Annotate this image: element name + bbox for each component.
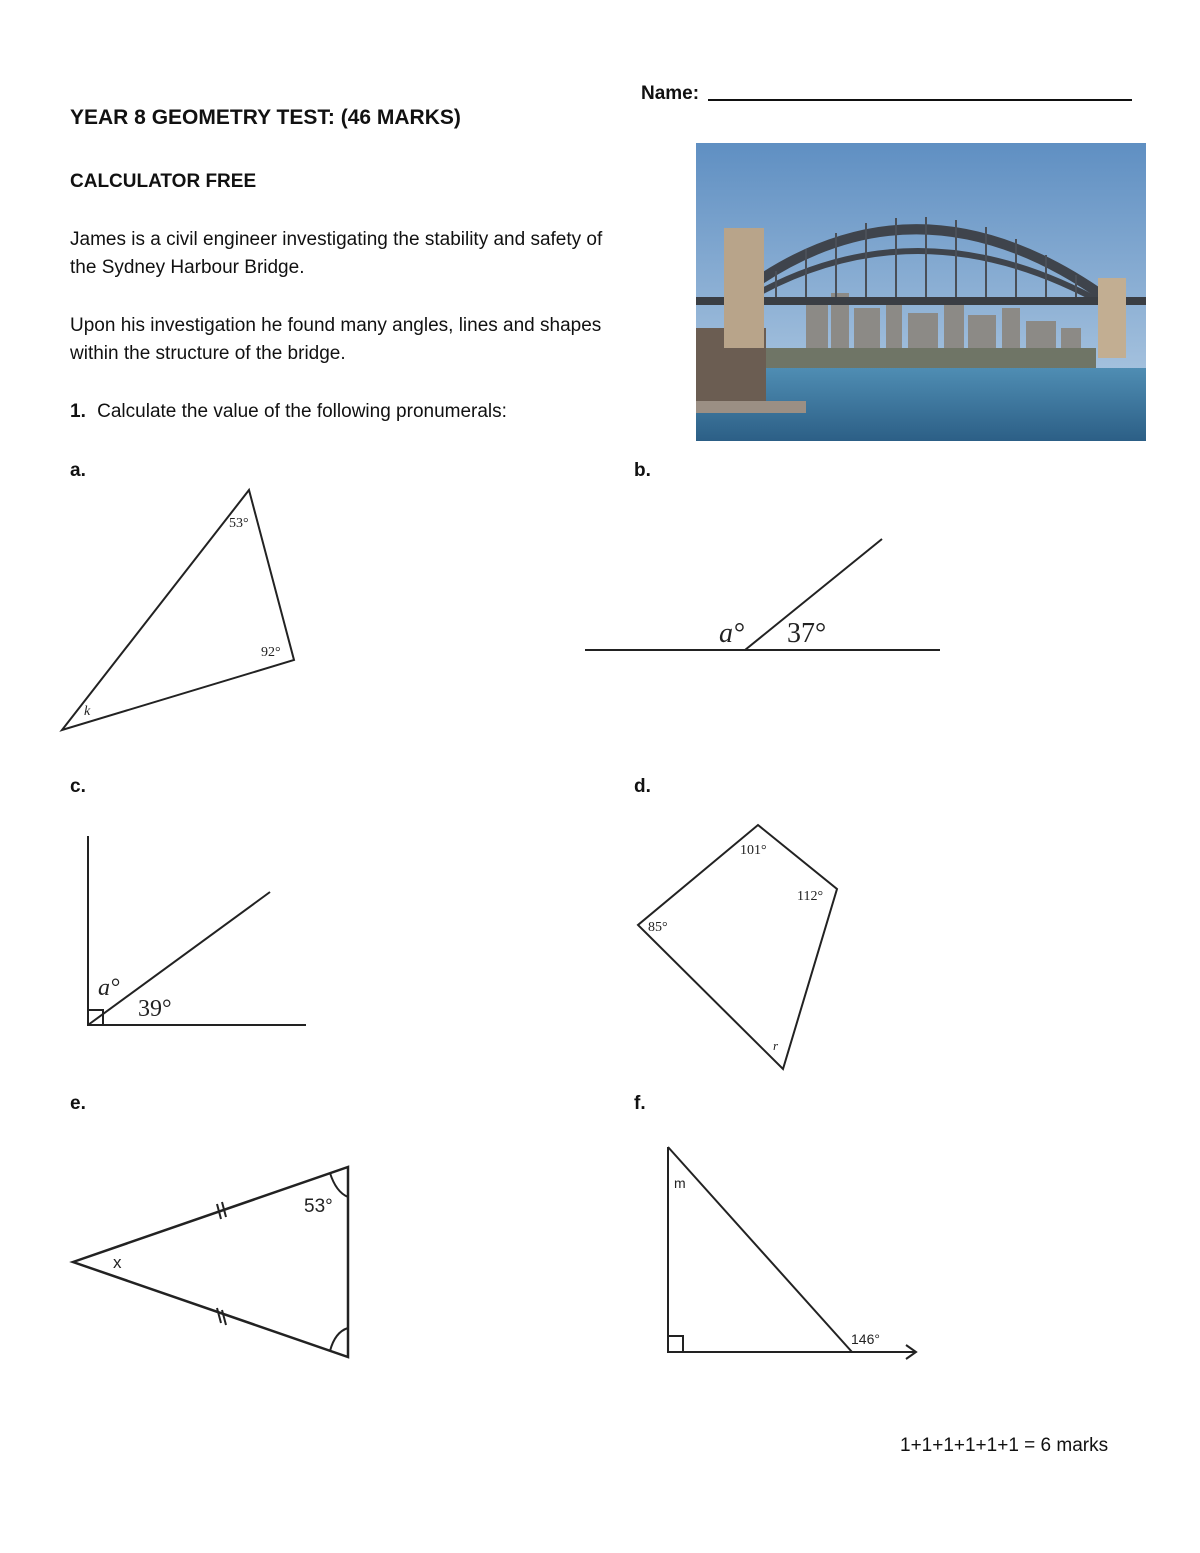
intro-line-3: Upon his investigation he found many angles, lines and shapes <box>70 315 602 336</box>
figure-d-angle-85: 85° <box>648 920 668 935</box>
intro-line-1: James is a civil engineer investigating the stability and safety of <box>70 229 603 250</box>
figure-b-straight-angle <box>585 539 940 650</box>
figure-f-unknown-m: m <box>674 1175 686 1191</box>
marks-summary: 1+1+1+1+1+1 = 6 marks <box>900 1435 1109 1456</box>
calculator-free-label: CALCULATOR FREE <box>70 171 257 192</box>
figure-a-angle-92: 92° <box>261 645 281 660</box>
figure-f-angle-146: 146° <box>851 1331 880 1347</box>
part-a-label: a. <box>70 460 86 481</box>
figure-c-unknown-a: a° <box>98 975 120 1001</box>
figure-d-quadrilateral <box>638 825 837 1069</box>
part-d-label: d. <box>634 776 651 797</box>
question-number: 1. <box>70 401 86 422</box>
figure-a-angle-53: 53° <box>229 516 249 531</box>
figure-e-unknown-x: x <box>113 1253 122 1272</box>
figure-b-angle-37: 37° <box>787 618 827 649</box>
figure-b-unknown-a: a° <box>719 618 745 649</box>
figure-e-isosceles-triangle <box>73 1167 348 1357</box>
figure-a-triangle <box>62 490 294 730</box>
part-c-label: c. <box>70 776 86 797</box>
figure-e-angle-53: 53° <box>304 1196 333 1217</box>
page-title: YEAR 8 GEOMETRY TEST: (46 MARKS) <box>70 106 461 129</box>
part-b-label: b. <box>634 460 651 481</box>
question-text: Calculate the value of the following pronumerals: <box>97 401 507 422</box>
intro-line-4: within the structure of the bridge. <box>70 343 346 364</box>
name-label: Name: <box>641 83 700 104</box>
figure-d-unknown-r: r <box>773 1038 779 1053</box>
figure-f-right-triangle <box>668 1147 916 1359</box>
figure-d-angle-101: 101° <box>740 843 767 858</box>
part-e-label: e. <box>70 1093 86 1114</box>
figure-c-angle-39: 39° <box>138 996 172 1022</box>
figure-a-unknown-k: k <box>84 704 91 719</box>
intro-line-2: the Sydney Harbour Bridge. <box>70 257 305 278</box>
figure-c-right-angle <box>88 836 306 1025</box>
part-f-label: f. <box>634 1093 646 1114</box>
figure-d-angle-112: 112° <box>797 889 824 904</box>
